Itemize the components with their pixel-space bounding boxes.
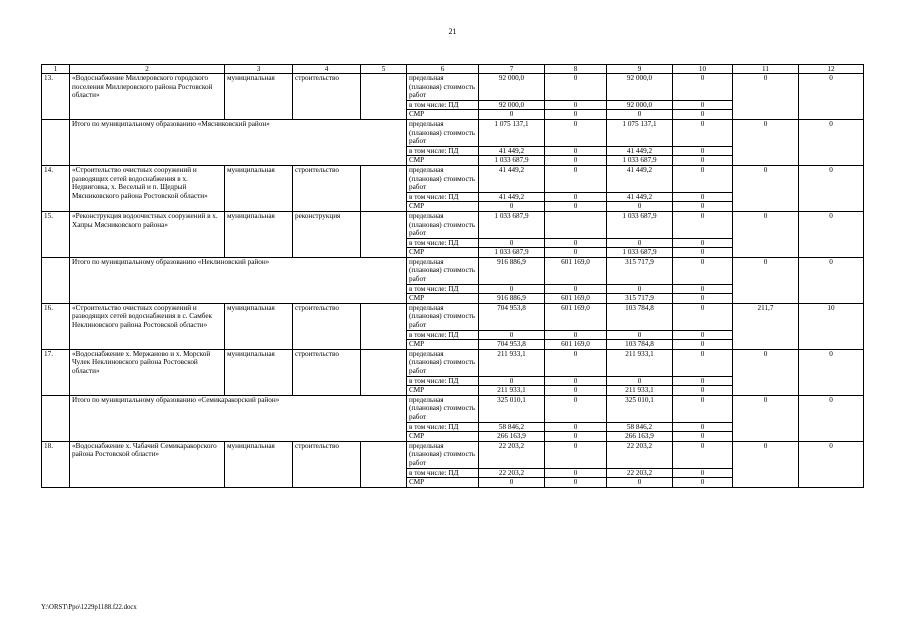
object-name: «Водоснабжение Миллеровского городского поселения Миллеровского района Ростовской области» bbox=[70, 74, 225, 120]
value-col8: 0 bbox=[545, 110, 607, 120]
value-col7: 0 bbox=[479, 478, 545, 488]
empty-cell bbox=[361, 349, 407, 395]
value-col12: 10 bbox=[799, 303, 864, 349]
cost-label: СМР bbox=[407, 432, 479, 442]
work-type: строительство bbox=[293, 441, 361, 487]
value-col8: 0 bbox=[545, 441, 607, 468]
value-col8: 0 bbox=[545, 146, 607, 156]
cost-label: предельная (плановая) стоимость работ bbox=[407, 441, 479, 468]
value-col8: 0 bbox=[545, 395, 607, 422]
cost-label: предельная (плановая) стоимость работ bbox=[407, 74, 479, 101]
value-col7: 1 075 137,1 bbox=[479, 119, 545, 146]
value-col7: 22 203,2 bbox=[479, 468, 545, 478]
value-col9: 315 717,9 bbox=[607, 294, 673, 304]
total-label: Итого по муниципальному образованию «Неклиновский район» bbox=[70, 257, 407, 303]
value-col8: 0 bbox=[545, 330, 607, 340]
value-col10: 0 bbox=[673, 376, 733, 386]
value-col8: 601 169,0 bbox=[545, 294, 607, 304]
value-col7: 704 953,8 bbox=[479, 340, 545, 350]
value-col9: 103 784,8 bbox=[607, 340, 673, 350]
value-col12: 0 bbox=[799, 441, 864, 487]
cost-label: СМР bbox=[407, 478, 479, 488]
value-col8: 0 bbox=[545, 192, 607, 202]
cost-label: предельная (плановая) стоимость работ bbox=[407, 165, 479, 192]
total-row bbox=[42, 395, 864, 422]
value-col9: 22 203,2 bbox=[607, 468, 673, 478]
value-col9: 0 bbox=[607, 110, 673, 120]
value-col11: 0 bbox=[733, 257, 799, 303]
object-name: «Строительство очистных сооружений и разводящих сетей водоснабжения в с. Самбек Неклиновского района Ростовской области» bbox=[70, 303, 225, 349]
object-row bbox=[42, 303, 864, 330]
value-col8: 601 169,0 bbox=[545, 257, 607, 284]
value-col10: 0 bbox=[673, 165, 733, 192]
value-col7: 916 886,9 bbox=[479, 294, 545, 304]
value-col9: 0 bbox=[607, 284, 673, 294]
column-number: 8 bbox=[545, 65, 607, 74]
value-col7: 92 000,0 bbox=[479, 74, 545, 101]
value-col8: 0 bbox=[545, 349, 607, 376]
value-col8: 0 bbox=[545, 432, 607, 442]
value-col8: 0 bbox=[545, 156, 607, 166]
empty-cell bbox=[361, 303, 407, 349]
column-number: 12 bbox=[799, 65, 864, 74]
value-col10: 0 bbox=[673, 441, 733, 468]
cost-label: в том числе: ПД bbox=[407, 100, 479, 110]
value-col11: 0 bbox=[733, 165, 799, 211]
cost-label: предельная (плановая) стоимость работ bbox=[407, 119, 479, 146]
row-number: 18. bbox=[42, 441, 70, 487]
cost-label: в том числе: ПД bbox=[407, 376, 479, 386]
value-col8 bbox=[545, 211, 607, 238]
value-col8: 0 bbox=[545, 386, 607, 396]
value-col10: 0 bbox=[673, 349, 733, 376]
value-col9: 0 bbox=[607, 238, 673, 248]
value-col7: 1 033 687,9 bbox=[479, 248, 545, 258]
cost-label: предельная (плановая) стоимость работ bbox=[407, 349, 479, 376]
value-col8: 601 169,0 bbox=[545, 303, 607, 330]
cost-label: в том числе: ПД bbox=[407, 422, 479, 432]
value-col8: 0 bbox=[545, 238, 607, 248]
object-name: «Строительство очистных сооружений и разводящих сетей водоснабжения в х. Недвиговка, х. Веселый и п. Щедрый Мясниковского района Ростовской области» bbox=[70, 165, 225, 211]
header-row bbox=[42, 65, 864, 74]
value-col10: 0 bbox=[673, 478, 733, 488]
cost-label: предельная (плановая) стоимость работ bbox=[407, 395, 479, 422]
value-col8: 0 bbox=[545, 165, 607, 192]
total-label: Итого по муниципальному образованию «Семикаракорский район» bbox=[70, 395, 407, 441]
cost-label: СМР bbox=[407, 202, 479, 212]
object-level: муниципальная bbox=[225, 349, 293, 395]
value-col9: 266 163,9 bbox=[607, 432, 673, 442]
row-number: 16. bbox=[42, 303, 70, 349]
work-type: реконструкция bbox=[293, 211, 361, 257]
value-col9: 325 010,1 bbox=[607, 395, 673, 422]
value-col7: 41 449,2 bbox=[479, 192, 545, 202]
file-path-footer: Y:\ORST\Ppo\1229p1188.f22.docx bbox=[41, 604, 137, 611]
value-col9: 1 033 687,9 bbox=[607, 211, 673, 238]
value-col7: 0 bbox=[479, 330, 545, 340]
value-col11: 0 bbox=[733, 211, 799, 257]
column-number: 3 bbox=[225, 65, 293, 74]
cost-label: предельная (плановая) стоимость работ bbox=[407, 257, 479, 284]
value-col8: 0 bbox=[545, 284, 607, 294]
cost-label: в том числе: ПД bbox=[407, 238, 479, 248]
investment-table bbox=[41, 64, 864, 488]
value-col9: 0 bbox=[607, 330, 673, 340]
value-col10: 0 bbox=[673, 202, 733, 212]
value-col10: 0 bbox=[673, 110, 733, 120]
value-col7: 0 bbox=[479, 284, 545, 294]
object-name: «Водоснабжение х. Чабачий Семикаракорского района Ростовской области» bbox=[70, 441, 225, 487]
empty-cell bbox=[361, 74, 407, 120]
cost-label: в том числе: ПД bbox=[407, 468, 479, 478]
object-level: муниципальная bbox=[225, 211, 293, 257]
value-col7: 266 163,9 bbox=[479, 432, 545, 442]
value-col8: 0 bbox=[545, 248, 607, 258]
value-col7: 92 000,0 bbox=[479, 100, 545, 110]
column-number: 11 bbox=[733, 65, 799, 74]
value-col9: 41 449,2 bbox=[607, 192, 673, 202]
value-col7: 0 bbox=[479, 238, 545, 248]
empty-cell bbox=[42, 395, 70, 441]
object-name: «Водоснабжение х. Мержаново и х. Морской Чулек Неклиновского района Ростовской области» bbox=[70, 349, 225, 395]
object-level: муниципальная bbox=[225, 74, 293, 120]
object-row bbox=[42, 211, 864, 238]
total-row bbox=[42, 119, 864, 146]
value-col11: 0 bbox=[733, 441, 799, 487]
value-col7: 1 033 687,9 bbox=[479, 211, 545, 238]
value-col10: 0 bbox=[673, 330, 733, 340]
cost-label: предельная (плановая) стоимость работ bbox=[407, 303, 479, 330]
column-number: 1 bbox=[42, 65, 70, 74]
column-number: 10 bbox=[673, 65, 733, 74]
cost-label: в том числе: ПД bbox=[407, 146, 479, 156]
value-col11: 0 bbox=[733, 119, 799, 165]
work-type: строительство bbox=[293, 74, 361, 120]
object-row bbox=[42, 74, 864, 101]
value-col12: 0 bbox=[799, 211, 864, 257]
value-col9: 41 449,2 bbox=[607, 165, 673, 192]
cost-label: СМР bbox=[407, 386, 479, 396]
value-col12: 0 bbox=[799, 257, 864, 303]
work-type: строительство bbox=[293, 165, 361, 211]
value-col11: 0 bbox=[733, 74, 799, 120]
cost-label: предельная (плановая) стоимость работ bbox=[407, 211, 479, 238]
value-col7: 325 010,1 bbox=[479, 395, 545, 422]
value-col10: 0 bbox=[673, 257, 733, 284]
value-col8: 601 169,0 bbox=[545, 340, 607, 350]
object-name: «Реконструкция водоочистных сооружений в х. Хапры Мясниковского района» bbox=[70, 211, 225, 257]
value-col7: 916 886,9 bbox=[479, 257, 545, 284]
value-col8: 0 bbox=[545, 119, 607, 146]
value-col12: 0 bbox=[799, 165, 864, 211]
value-col8: 0 bbox=[545, 100, 607, 110]
value-col9: 92 000,0 bbox=[607, 100, 673, 110]
value-col9: 92 000,0 bbox=[607, 74, 673, 101]
cost-label: СМР bbox=[407, 340, 479, 350]
value-col7: 0 bbox=[479, 202, 545, 212]
value-col10: 0 bbox=[673, 74, 733, 101]
cost-label: СМР bbox=[407, 110, 479, 120]
column-number: 9 bbox=[607, 65, 673, 74]
value-col7: 211 933,1 bbox=[479, 349, 545, 376]
value-col12: 0 bbox=[799, 74, 864, 120]
value-col7: 58 846,2 bbox=[479, 422, 545, 432]
empty-cell bbox=[42, 257, 70, 303]
value-col7: 0 bbox=[479, 376, 545, 386]
value-col12: 0 bbox=[799, 395, 864, 441]
object-level: муниципальная bbox=[225, 441, 293, 487]
value-col9: 1 033 687,9 bbox=[607, 248, 673, 258]
value-col7: 41 449,2 bbox=[479, 165, 545, 192]
cost-label: в том числе: ПД bbox=[407, 284, 479, 294]
value-col10: 0 bbox=[673, 146, 733, 156]
value-col9: 211 933,1 bbox=[607, 386, 673, 396]
cost-label: СМР bbox=[407, 248, 479, 258]
empty-cell bbox=[361, 441, 407, 487]
value-col9: 1 075 137,1 bbox=[607, 119, 673, 146]
value-col11: 0 bbox=[733, 395, 799, 441]
column-number: 6 bbox=[407, 65, 479, 74]
value-col7: 22 203,2 bbox=[479, 441, 545, 468]
value-col9: 58 846,2 bbox=[607, 422, 673, 432]
value-col8: 0 bbox=[545, 468, 607, 478]
value-col7: 41 449,2 bbox=[479, 146, 545, 156]
value-col8: 0 bbox=[545, 478, 607, 488]
value-col7: 0 bbox=[479, 110, 545, 120]
value-col10: 0 bbox=[673, 100, 733, 110]
object-level: муниципальная bbox=[225, 165, 293, 211]
column-number: 2 bbox=[70, 65, 225, 74]
cost-label: в том числе: ПД bbox=[407, 330, 479, 340]
value-col10: 0 bbox=[673, 294, 733, 304]
value-col12: 0 bbox=[799, 349, 864, 395]
value-col9: 0 bbox=[607, 478, 673, 488]
value-col10: 0 bbox=[673, 422, 733, 432]
value-col10: 0 bbox=[673, 156, 733, 166]
value-col9: 103 784,8 bbox=[607, 303, 673, 330]
cost-label: СМР bbox=[407, 294, 479, 304]
object-row bbox=[42, 441, 864, 468]
column-number: 7 bbox=[479, 65, 545, 74]
cost-label: СМР bbox=[407, 156, 479, 166]
value-col9: 22 203,2 bbox=[607, 441, 673, 468]
work-type: строительство bbox=[293, 349, 361, 395]
value-col11: 0 bbox=[733, 349, 799, 395]
value-col9: 315 717,9 bbox=[607, 257, 673, 284]
column-number: 5 bbox=[361, 65, 407, 74]
column-number: 4 bbox=[293, 65, 361, 74]
total-row bbox=[42, 257, 864, 284]
object-row bbox=[42, 349, 864, 376]
value-col10: 0 bbox=[673, 192, 733, 202]
value-col9: 41 449,2 bbox=[607, 146, 673, 156]
value-col12: 0 bbox=[799, 119, 864, 165]
value-col10: 0 bbox=[673, 395, 733, 422]
value-col8: 0 bbox=[545, 422, 607, 432]
value-col10: 0 bbox=[673, 119, 733, 146]
value-col10: 0 bbox=[673, 303, 733, 330]
value-col8: 0 bbox=[545, 74, 607, 101]
object-row bbox=[42, 165, 864, 192]
value-col8: 0 bbox=[545, 376, 607, 386]
object-level: муниципальная bbox=[225, 303, 293, 349]
value-col10: 0 bbox=[673, 432, 733, 442]
value-col8: 0 bbox=[545, 202, 607, 212]
value-col9: 0 bbox=[607, 376, 673, 386]
value-col10: 0 bbox=[673, 284, 733, 294]
empty-cell bbox=[42, 119, 70, 165]
value-col7: 704 953,8 bbox=[479, 303, 545, 330]
value-col10: 0 bbox=[673, 238, 733, 248]
value-col9: 1 033 687,9 bbox=[607, 156, 673, 166]
total-label: Итого по муниципальному образованию «Мясниковский район» bbox=[70, 119, 407, 165]
empty-cell bbox=[361, 211, 407, 257]
empty-cell bbox=[361, 165, 407, 211]
value-col7: 1 033 687,9 bbox=[479, 156, 545, 166]
work-type: строительство bbox=[293, 303, 361, 349]
value-col9: 0 bbox=[607, 202, 673, 212]
value-col10: 0 bbox=[673, 248, 733, 258]
value-col11: 211,7 bbox=[733, 303, 799, 349]
row-number: 13. bbox=[42, 74, 70, 120]
cost-label: в том числе: ПД bbox=[407, 192, 479, 202]
value-col9: 211 933,1 bbox=[607, 349, 673, 376]
value-col10: 0 bbox=[673, 386, 733, 396]
row-number: 17. bbox=[42, 349, 70, 395]
value-col10: 0 bbox=[673, 468, 733, 478]
value-col10: 0 bbox=[673, 211, 733, 238]
value-col7: 211 933,1 bbox=[479, 386, 545, 396]
row-number: 14. bbox=[42, 165, 70, 211]
value-col10: 0 bbox=[673, 340, 733, 350]
row-number: 15. bbox=[42, 211, 70, 257]
page-number: 21 bbox=[448, 27, 457, 36]
